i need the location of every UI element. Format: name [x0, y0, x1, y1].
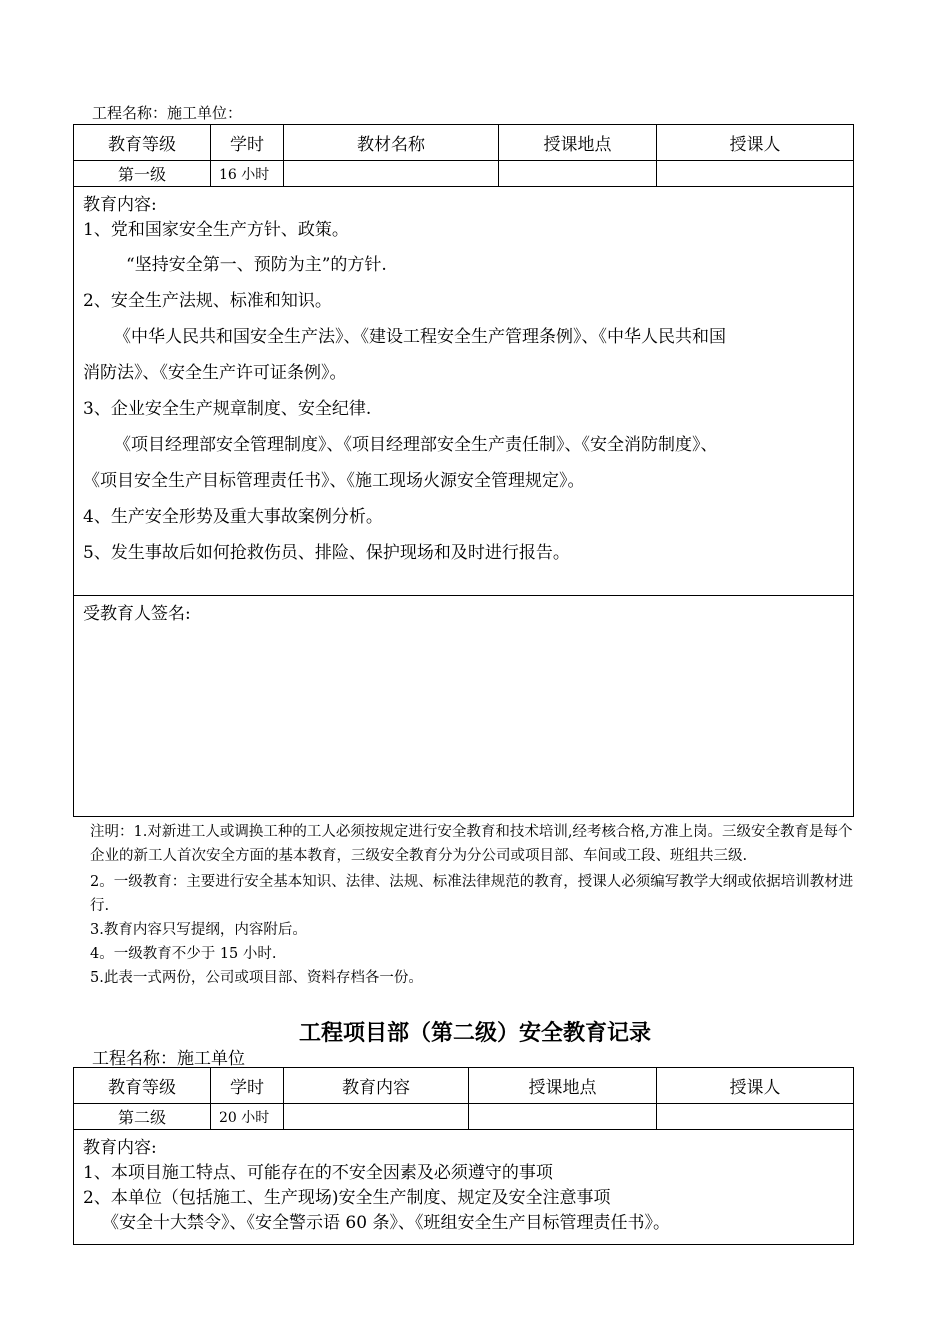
- content-line: 《项目经理部安全管理制度》、《项目经理部安全生产责任制》、《安全消防制度》、: [114, 435, 718, 455]
- content-title: 教育内容:: [83, 1138, 157, 1158]
- header-education-content: 教育内容: [284, 1068, 469, 1104]
- header-teaching-location: 授课地点: [499, 125, 657, 161]
- header-instructor: 授课人: [657, 125, 854, 161]
- header-textbook-name: 教材名称: [284, 125, 499, 161]
- header-teaching-location: 授课地点: [469, 1068, 657, 1104]
- cell-class-hours: 16 小时: [211, 161, 284, 187]
- content-line: 1、本项目施工特点、可能存在的不安全因素及必须遵守的事项: [83, 1163, 553, 1183]
- project-name-line: 工程名称：施工单位：: [92, 104, 243, 122]
- note-item: 5.此表一式两份，公司或项目部、资料存档各一份。: [90, 970, 423, 986]
- education-content-cell: [74, 187, 854, 596]
- project-name-line-2: 工程名称：施工单位: [92, 1049, 245, 1069]
- content-line: 《项目安全生产目标管理责任书》、《施工现场火源安全管理规定》。: [83, 471, 585, 491]
- education-record-table-1: [73, 124, 854, 817]
- cell-education-content: [284, 1104, 469, 1130]
- cell-education-level: 第一级: [74, 161, 211, 187]
- content-line: 2、安全生产法规、标准和知识。: [83, 291, 332, 311]
- note-item: 2。一级教育：主要进行安全基本知识、法律、法规、标准法律规范的教育，授课人必须编写教学大纲或依据培训教材进行.: [90, 874, 854, 914]
- content-line: 2、本单位（包括施工、生产现场)安全生产制度、规定及安全注意事项: [83, 1188, 611, 1208]
- header-class-hours: 学时: [211, 1068, 284, 1104]
- cell-teaching-location: [469, 1104, 657, 1130]
- content-line: 消防法》、《安全生产许可证条例》。: [83, 363, 347, 383]
- note-item: 3.教育内容只写提纲，内容附后。: [90, 922, 307, 938]
- content-line: 《安全十大禁令》、《安全警示语 60 条》、《班组安全生产目标管理责任书》。: [102, 1213, 670, 1233]
- education-record-table-2: [73, 1067, 854, 1245]
- content-line: 5、发生事故后如何抢救伤员、排险、保护现场和及时进行报告。: [83, 543, 570, 563]
- note-item: 注明：1.对新进工人或调换工种的工人必须按规定进行安全教育和技术培训,经考核合格,方准上岗。三级安全教育是每个企业的新工人首次安全方面的基本教育，三级安全教育分为分公司或项目部、车间或工段、班组共三级.: [90, 824, 853, 864]
- cell-education-level: 第二级: [74, 1104, 211, 1130]
- header-instructor: 授课人: [657, 1068, 854, 1104]
- header-education-level: 教育等级: [74, 125, 211, 161]
- cell-class-hours: 20 小时: [211, 1104, 284, 1130]
- content-line: 《中华人民共和国安全生产法》、《建设工程安全生产管理条例》、《中华人民共和国: [114, 327, 726, 347]
- notes-block: [90, 820, 860, 990]
- content-title: 教育内容:: [83, 195, 157, 215]
- content-line: 4、生产安全形势及重大事故案例分析。: [83, 507, 383, 527]
- section2-title: 工程项目部（第二级）安全教育记录: [298, 1020, 651, 1046]
- cell-instructor: [657, 161, 854, 187]
- content-line: “坚持安全第一、预防为主”的方针.: [126, 255, 387, 275]
- cell-teaching-location: [499, 161, 657, 187]
- header-education-level: 教育等级: [74, 1068, 211, 1104]
- education-content-cell-2: [74, 1130, 854, 1245]
- cell-instructor: [657, 1104, 854, 1130]
- note-item: 4。一级教育不少于 15 小时.: [90, 946, 277, 962]
- signature-label: 受教育人签名:: [83, 604, 191, 624]
- cell-textbook-name: [284, 161, 499, 187]
- signature-cell: [74, 596, 854, 817]
- header-class-hours: 学时: [211, 125, 284, 161]
- content-line: 1、党和国家安全生产方针、政策。: [83, 220, 349, 240]
- content-line: 3、企业安全生产规章制度、安全纪律.: [83, 399, 372, 419]
